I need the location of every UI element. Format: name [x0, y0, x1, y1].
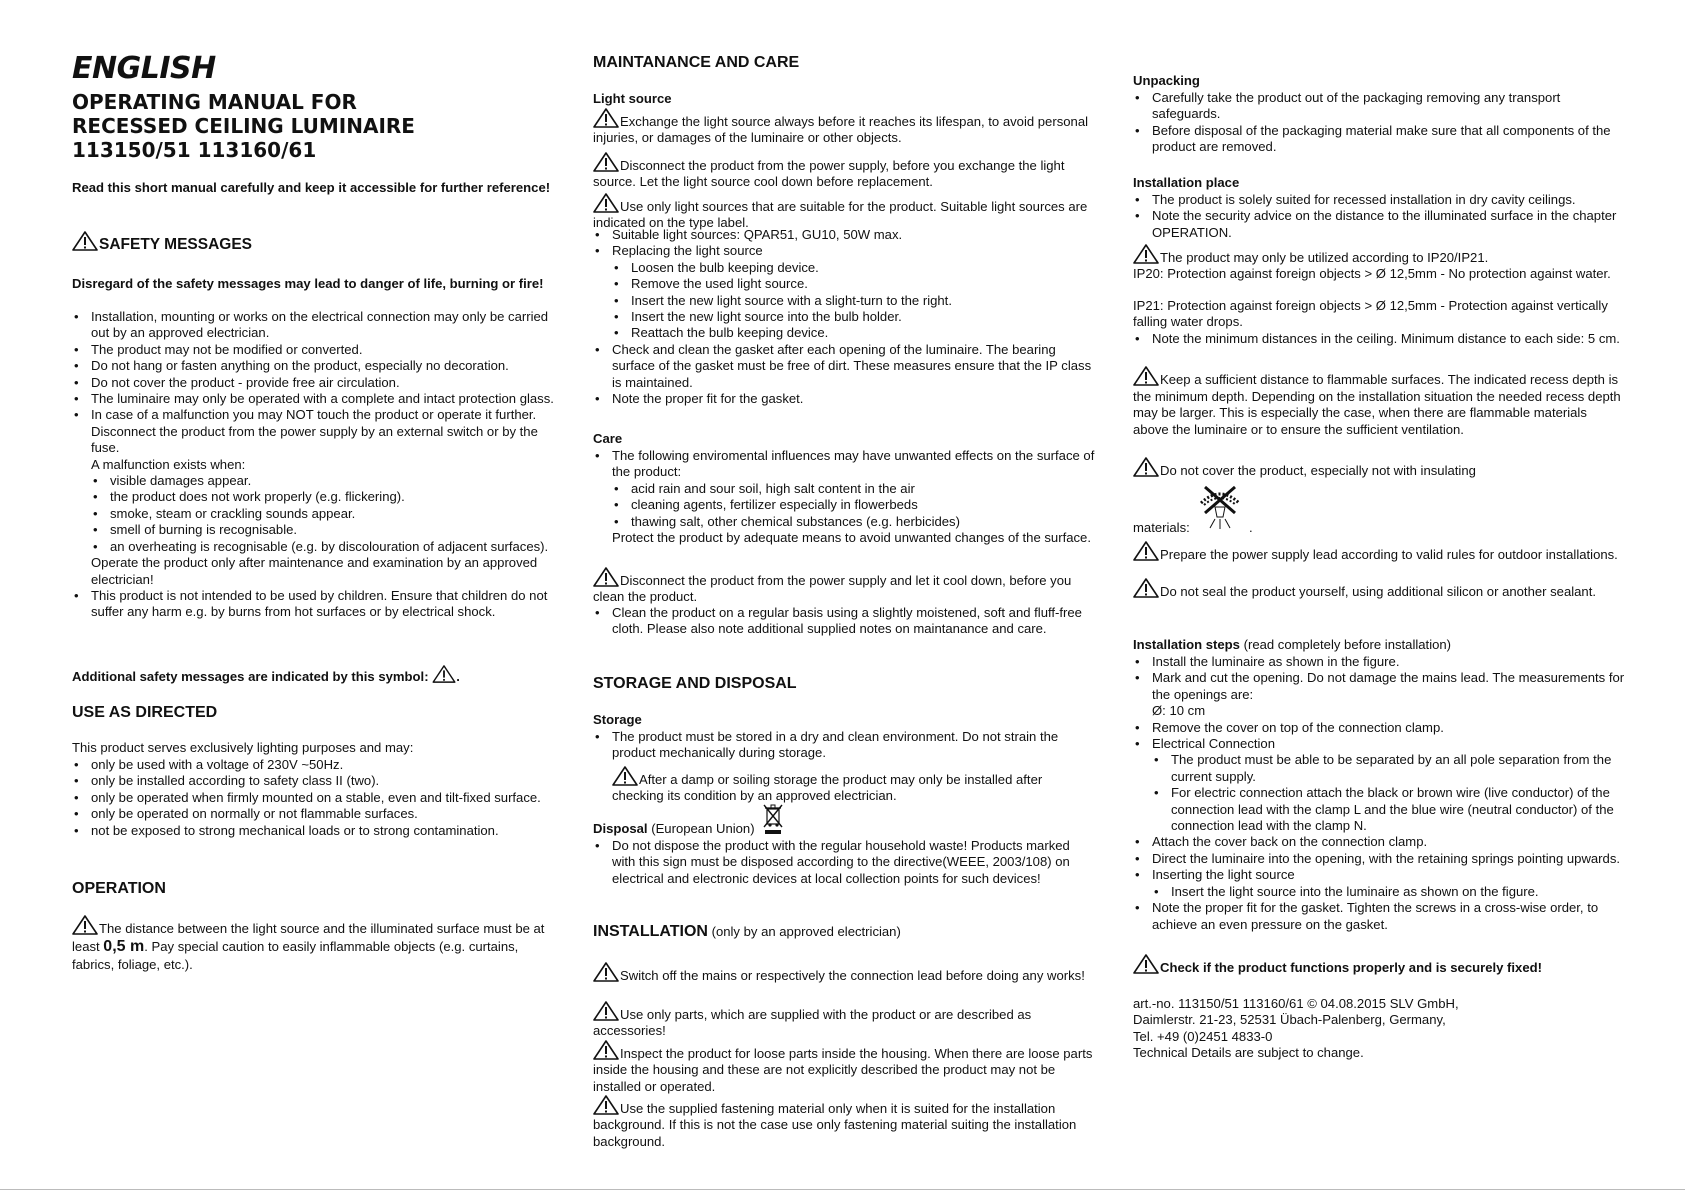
- warning-triangle-icon: [432, 665, 456, 683]
- list-item: • Mark and cut the opening. Do not damage the mains lead. The measurements for the openings are: Ø: 10 cm: [1133, 670, 1625, 719]
- installation-place-heading: Installation place: [1133, 175, 1240, 190]
- list-item: • only be operated when firmly mounted on a stable, even and tilt-fixed surface.: [72, 790, 558, 806]
- list-item: • For electric connection attach the black or brown wire (live conductor) of the connection lead with the clamp L and the blue wire (neutral conductor) of the connection lead with the clamp N.: [1152, 785, 1625, 834]
- footer-line: Daimlerstr. 21-23, 52531 Übach-Palenberg, Germany,: [1133, 1012, 1446, 1028]
- safety-list: [72, 309, 558, 621]
- list-item: • only be installed according to safety class II (two).: [72, 773, 558, 789]
- footer-line: art.-no. 113150/51 113160/61 © 04.08.2015 SLV GmbH,: [1133, 996, 1459, 1011]
- light-source-list: [593, 227, 1096, 407]
- list-item: • The product must be stored in a dry and clean environment. Do not strain the product mechanically during storage.: [593, 729, 1096, 762]
- care-clean-list: [593, 605, 1096, 638]
- list-item: • Check and clean the gasket after each opening of the luminaire. The bearing surface of the gasket must be free of dirt. These measures ensure that the IP class is maintained.: [593, 342, 1096, 391]
- document-title: [72, 90, 415, 162]
- storage-list: [593, 729, 1096, 762]
- disregard-text: Disregard of the safety messages may lead to danger of life, burning or fire!: [72, 276, 544, 291]
- footer-info: [1133, 996, 1625, 1062]
- warning-triangle-icon: [612, 766, 638, 786]
- list-item: • only be operated on normally or not flammable surfaces.: [72, 806, 558, 822]
- warning-triangle-icon: [593, 1040, 619, 1060]
- list-item: • only be used with a voltage of 230V ~50Hz.: [72, 757, 558, 773]
- list-item: • Installation, mounting or works on the electrical connection may only be carried out by an approved electrician.: [72, 309, 558, 342]
- list-item: • Replacing the light source • Loosen the bulb keeping device. • Remove the used light source. • Insert the new light source with a slight-turn to the right. • Insert the new light source into the bulb holder. • Reattach the bulb keeping device.: [593, 243, 1096, 341]
- list-item: • Install the luminaire as shown in the figure.: [1133, 654, 1625, 670]
- list-item: • The product is solely suited for recessed installation in dry cavity ceilings.: [1133, 192, 1625, 208]
- operation-text: The distance between the light source and the illuminated surface must be at least 0,5 m. Pay special caution to easily inflammable objects (e.g. curtains, fabrics, foliage, etc.).: [72, 915, 558, 974]
- warning-triangle-icon: [593, 1001, 619, 1021]
- materials-row: materials: .: [1133, 482, 1190, 498]
- language-heading: ENGLISH: [72, 51, 216, 86]
- list-item: • Remove the used light source.: [612, 276, 1096, 292]
- title-line: 113150/51 113160/61: [72, 138, 317, 162]
- list-item: • Insert the new light source into the bulb holder.: [612, 309, 1096, 325]
- care-list: [593, 448, 1096, 546]
- warning-text: Disconnect the product from the power supply and let it cool down, before you clean the product.: [593, 567, 1096, 606]
- list-item: • This product is not intended to be used by children. Ensure that children do not suffer any harm e.g. by burns from hot surfaces or by electrical shock.: [72, 588, 558, 621]
- list-item: • smoke, steam or crackling sounds appear.: [91, 506, 558, 522]
- warning-triangle-icon: [1133, 954, 1159, 974]
- warning-triangle-icon: [593, 152, 619, 172]
- list-item: • Do not dispose the product with the regular household waste! Products marked with this sign must be disposed according to the directive(WEEE, 2003/108) on electrical and electronic devices at local collection points for such devices!: [593, 838, 1096, 887]
- list-item: • visible damages appear.: [91, 473, 558, 489]
- installation-heading-row: INSTALLATION (only by an approved electrician): [593, 923, 901, 940]
- list-item: • Reattach the bulb keeping device.: [612, 325, 1096, 341]
- list-item: • Remove the cover on top of the connection clamp.: [1133, 720, 1625, 736]
- list-item: • Note the proper fit for the gasket.: [593, 391, 1096, 407]
- list-item: • thawing salt, other chemical substances (e.g. herbicides): [612, 514, 1096, 530]
- warning-text: Exchange the light source always before it reaches its lifespan, to avoid personal injuries, or damages of the luminaire or other objects.: [593, 108, 1096, 147]
- warning-text: The product may only be utilized according to IP20/IP21.: [1133, 244, 1625, 266]
- title-line: OPERATING MANUAL FOR: [72, 90, 357, 114]
- list-item: • The product must be able to be separated by an all pole separation from the current supply.: [1152, 752, 1625, 785]
- warning-triangle-icon: [593, 193, 619, 213]
- unpacking-list: [1133, 90, 1625, 156]
- warning-text: Check if the product functions properly and is securely fixed!: [1133, 954, 1625, 976]
- list-item: • acid rain and sour soil, high salt content in the air: [612, 481, 1096, 497]
- list-item: • The product may not be modified or converted.: [72, 342, 558, 358]
- use-heading: USE AS DIRECTED: [72, 704, 218, 721]
- footer-line: Tel. +49 (0)2451 4833-0: [1133, 1028, 1273, 1044]
- warning-text: Do not cover the product, especially not with insulating: [1133, 457, 1625, 479]
- storage-heading: Storage: [593, 712, 642, 727]
- warning-text: Inspect the product for loose parts inside the housing. When there are loose parts inside the housing and these are not explicitly described the product may not be installed or operated.: [593, 1040, 1096, 1095]
- disposal-list: [593, 838, 1096, 887]
- no-insulation-cover-icon: [1195, 483, 1245, 531]
- operation-heading: OPERATION: [72, 880, 166, 897]
- list-item: • Suitable light sources: QPAR51, GU10, 50W max.: [593, 227, 1096, 243]
- warning-triangle-icon: [593, 1095, 619, 1115]
- installation-place-list: [1133, 192, 1625, 241]
- warning-text: Keep a sufficient distance to flammable surfaces. The indicated recess depth is the minimum depth. Depending on the installation situation the needed recess depth may be larger. This is especially the case, when there are flammable materials above the luminaire or to ensure the sufficient ventilation.: [1133, 366, 1625, 438]
- warning-triangle-icon: [1133, 366, 1159, 386]
- footer-line: Technical Details are subject to change.: [1133, 1045, 1364, 1061]
- list-item: [72, 407, 558, 587]
- warning-triangle-icon: [593, 108, 619, 128]
- light-source-heading: Light source: [593, 91, 672, 106]
- list-item: • Note the minimum distances in the ceiling. Minimum distance to each side: 5 cm.: [1133, 331, 1625, 347]
- warning-text: Use only parts, which are supplied with the product or are described as accessories!: [593, 1001, 1096, 1040]
- malfunction-exists: A malfunction exists when:: [91, 456, 246, 472]
- list-item: • Insert the new light source with a slight-turn to the right.: [612, 293, 1096, 309]
- list-item: • Do not cover the product - provide free air circulation.: [72, 375, 558, 391]
- ip21-text: IP21: Protection against foreign objects > Ø 12,5mm - Protection against vertically falling water drops.: [1133, 298, 1608, 330]
- list-item: • Note the proper fit for the gasket. Tighten the screws in a cross-wise order, to achieve an even pressure on the gasket.: [1133, 900, 1625, 933]
- list-item: • Do not hang or fasten anything on the product, especially no decoration.: [72, 358, 558, 374]
- use-intro: This product serves exclusively lighting purposes and may:: [72, 740, 414, 755]
- list-item: • Carefully take the product out of the packaging removing any transport safeguards.: [1133, 90, 1625, 123]
- warning-text: After a damp or soiling storage the product may only be installed after checking its condition by an approved electrician.: [593, 766, 1096, 805]
- title-line: RECESSED CEILING LUMINAIRE: [72, 114, 415, 138]
- list-item: • smell of burning is recognisable.: [91, 522, 558, 538]
- intro-text: Read this short manual carefully and keep it accessible for further reference!: [72, 180, 551, 195]
- ip20-text: IP20: Protection against foreign objects > Ø 12,5mm - No protection against water.: [1133, 266, 1611, 281]
- list-item: • Direct the luminaire into the opening, with the retaining springs pointing upwards.: [1133, 851, 1625, 867]
- list-item: • Inserting the light source • Insert the light source into the luminaire as shown on the figure.: [1133, 867, 1625, 900]
- min-distance-list: [1133, 331, 1625, 347]
- malfunction-text: In case of a malfunction you may NOT touch the product or operate it further. Disconnect the product from the power supply by an external switch or by the fuse.: [91, 407, 538, 456]
- warning-triangle-icon: [1133, 578, 1159, 598]
- list-item: • Clean the product on a regular basis using a slightly moistened, soft and fluff-free cloth. Please also note additional supplied notes on maintanance and care.: [593, 605, 1096, 638]
- storage-disposal-heading: STORAGE AND DISPOSAL: [593, 675, 797, 692]
- safety-heading: SAFETY MESSAGES: [99, 236, 253, 253]
- warning-text: Prepare the power supply lead according to valid rules for outdoor installations.: [1133, 541, 1625, 563]
- warning-triangle-icon: [72, 231, 98, 251]
- warning-triangle-icon: [593, 962, 619, 982]
- warning-text: Use only light sources that are suitable for the product. Suitable light sources are indicated on the type label.: [593, 193, 1096, 232]
- list-item: • Note the security advice on the distance to the illuminated surface in the chapter OPERATION.: [1133, 208, 1625, 241]
- installation-steps-list: [1133, 654, 1625, 933]
- list-item: • Before disposal of the packaging material make sure that all components of the product are removed.: [1133, 123, 1625, 156]
- warning-triangle-icon: [72, 915, 98, 935]
- list-item: • cleaning agents, fertilizer especially in flowerbeds: [612, 497, 1096, 513]
- list-item: • Insert the light source into the luminaire as shown on the figure.: [1152, 884, 1625, 900]
- list-item: • The luminaire may only be operated with a complete and intact protection glass.: [72, 391, 558, 407]
- warning-triangle-icon: [593, 567, 619, 587]
- unpacking-heading: Unpacking: [1133, 73, 1200, 88]
- safety-heading-row: [72, 231, 252, 254]
- warning-text: Do not seal the product yourself, using additional silicon or another sealant.: [1133, 578, 1625, 600]
- warning-triangle-icon: [1133, 541, 1159, 561]
- use-list: [72, 757, 558, 839]
- malfunction-list: [91, 473, 558, 555]
- warning-triangle-icon: [1133, 244, 1159, 264]
- disposal-heading-row: Disposal (European Union): [593, 802, 784, 836]
- care-heading: Care: [593, 431, 623, 446]
- list-item: • an overheating is recognisable (e.g. by discolouration of adjacent surfaces).: [91, 539, 558, 555]
- additional-messages: Additional safety messages are indicated by this symbol: .: [72, 665, 460, 685]
- warning-text: Disconnect the product from the power supply, before you exchange the light source. Let the light source cool down before replacement.: [593, 152, 1096, 191]
- warning-text: Use the supplied fastening material only when it is suited for the installation background. If this is not the case use only fastening material suiting the installation background.: [593, 1095, 1096, 1150]
- list-item: • Electrical Connection • The product must be able to be separated by an all pole separation from the current supply. • For electric connection attach the black or brown wire (live conductor) of the connection lead with the clamp L and the blue wire (neutral conductor) of the connection lead with the clamp N.: [1133, 736, 1625, 834]
- list-item: • Loosen the bulb keeping device.: [612, 260, 1096, 276]
- replace-steps-list: [612, 260, 1096, 342]
- list-item: • not be exposed to strong mechanical loads or to strong contamination.: [72, 823, 558, 839]
- warning-triangle-icon: [1133, 457, 1159, 477]
- maintenance-heading: MAINTANANCE AND CARE: [593, 54, 800, 71]
- warning-text: Switch off the mains or respectively the connection lead before doing any works!: [593, 962, 1096, 984]
- list-item: • the product does not work properly (e.g. flickering).: [91, 489, 558, 505]
- installation-steps-heading: Installation steps (read completely before installation): [1133, 637, 1452, 652]
- list-item: • The following enviromental influences may have unwanted effects on the surface of the product: • acid rain and sour soil, high salt content in the air • cleaning agents, fertilizer especially in flowerbeds • thawing salt, other chemical substances (e.g. herbicides) Protect the product by adequate means to avoid unwanted changes of the surface.: [593, 448, 1096, 546]
- page-edge: [0, 1189, 1685, 1190]
- operate-after-text: Operate the product only after maintenance and examination by an approved electrician!: [91, 555, 538, 587]
- electrical-connection-list: [1152, 752, 1625, 834]
- care-influences-list: [612, 481, 1096, 530]
- list-item: • Attach the cover back on the connection clamp.: [1133, 834, 1625, 850]
- crossed-bin-icon: [762, 802, 784, 836]
- inserting-list: [1152, 884, 1625, 900]
